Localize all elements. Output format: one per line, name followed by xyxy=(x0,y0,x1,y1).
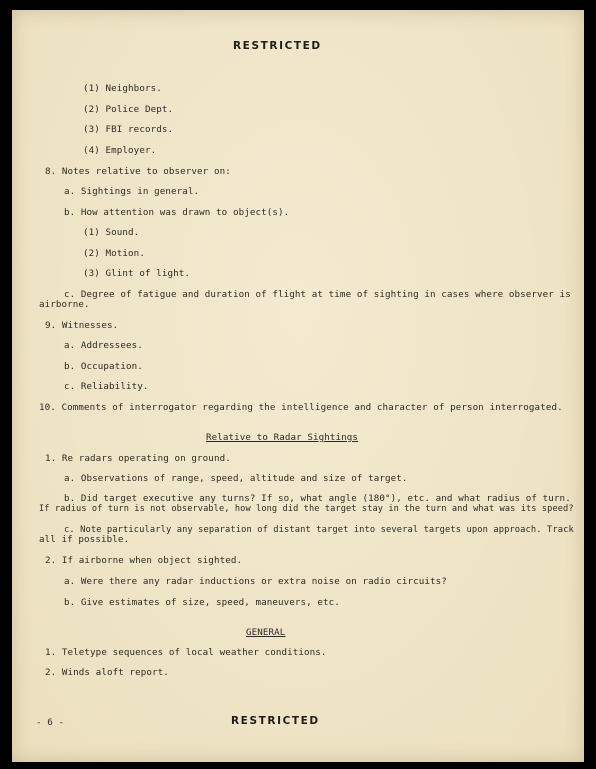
section-heading-radar: Relative to Radar Sightings xyxy=(206,432,359,443)
text-line: airborne. xyxy=(39,299,90,310)
text-line: (1) Neighbors. xyxy=(83,83,162,94)
text-line: c. Note particularly any separation of distant target into several targets upon approach. Track xyxy=(64,524,574,535)
text-line: 2. If airborne when object sighted. xyxy=(45,555,243,566)
text-line: 8. Notes relative to observer on: xyxy=(45,166,231,177)
text-line: c. Reliability. xyxy=(64,381,149,392)
text-line: (4) Employer. xyxy=(83,145,157,156)
text-line: b. Occupation. xyxy=(64,361,143,372)
text-line: (3) FBI records. xyxy=(83,124,174,135)
classification-header: RESTRICTED xyxy=(233,40,322,52)
text-line: If radius of turn is not observable, how long did the target stay in the turn and what was its speed? xyxy=(39,503,574,514)
text-line: b. Did target executive any turns? If so, what angle (180°), etc. and what radius of turn. xyxy=(64,493,571,504)
text-line: a. Were there any radar inductions or extra noise on radio circuits? xyxy=(64,576,447,587)
text-line: a. Sightings in general. xyxy=(64,186,200,197)
text-line: 1. Re radars operating on ground. xyxy=(45,453,231,464)
text-line: (2) Police Dept. xyxy=(83,104,174,115)
text-line: 1. Teletype sequences of local weather conditions. xyxy=(45,647,327,658)
document-page xyxy=(12,10,584,762)
text-line: 10. Comments of interrogator regarding the intelligence and character of person interrogated. xyxy=(39,402,563,413)
text-line: b. Give estimates of size, speed, maneuvers, etc. xyxy=(64,597,340,608)
text-line: c. Degree of fatigue and duration of flight at time of sighting in cases where observer is xyxy=(64,289,571,300)
text-line: (2) Motion. xyxy=(83,248,145,259)
page-number: - 6 - xyxy=(36,717,65,728)
text-line: a. Addressees. xyxy=(64,340,143,351)
text-line: 9. Witnesses. xyxy=(45,320,119,331)
text-line: (1) Sound. xyxy=(83,227,140,238)
text-line: 2. Winds aloft report. xyxy=(45,667,169,678)
classification-footer: RESTRICTED xyxy=(231,715,320,727)
section-heading-general: GENERAL xyxy=(246,627,286,638)
text-line: a. Observations of range, speed, altitude and size of target. xyxy=(64,473,408,484)
text-line: (3) Glint of light. xyxy=(83,268,190,279)
text-line: b. How attention was drawn to object(s). xyxy=(64,207,290,218)
text-line: all if possible. xyxy=(39,534,130,545)
